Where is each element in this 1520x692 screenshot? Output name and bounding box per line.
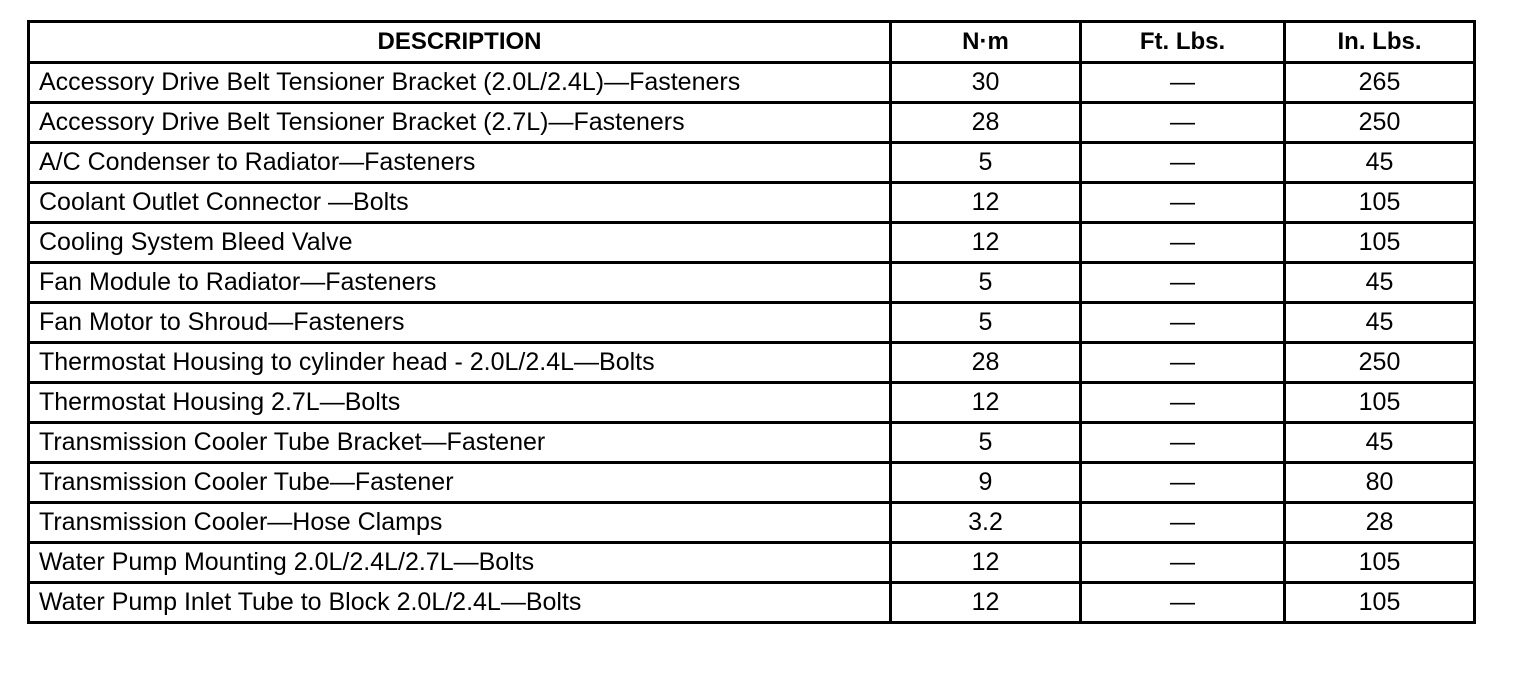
cell-nm: 3.2 — [891, 503, 1081, 543]
cell-ft-lbs: — — [1081, 463, 1285, 503]
cell-ft-lbs: — — [1081, 143, 1285, 183]
table-row — [29, 423, 1475, 463]
cell-description: Cooling System Bleed Valve — [29, 223, 891, 263]
cell-description: Fan Module to Radiator—Fasteners — [29, 263, 891, 303]
cell-ft-lbs: — — [1081, 263, 1285, 303]
table-row — [29, 503, 1475, 543]
header-nm: N·m — [891, 22, 1081, 63]
cell-in-lbs: 28 — [1285, 503, 1475, 543]
cell-description: Thermostat Housing 2.7L—Bolts — [29, 383, 891, 423]
cell-description: Accessory Drive Belt Tensioner Bracket (2.7L)—Fasteners — [29, 103, 891, 143]
cell-ft-lbs: — — [1081, 383, 1285, 423]
cell-nm: 5 — [891, 143, 1081, 183]
cell-in-lbs: 105 — [1285, 223, 1475, 263]
cell-description: Accessory Drive Belt Tensioner Bracket (2.0L/2.4L)—Fasteners — [29, 63, 891, 103]
cell-nm: 28 — [891, 103, 1081, 143]
table-row — [29, 103, 1475, 143]
cell-description: Water Pump Inlet Tube to Block 2.0L/2.4L—Bolts — [29, 583, 891, 623]
cell-ft-lbs: — — [1081, 583, 1285, 623]
table-body — [29, 63, 1475, 623]
cell-nm: 30 — [891, 63, 1081, 103]
cell-ft-lbs: — — [1081, 103, 1285, 143]
header-in-lbs: In. Lbs. — [1285, 22, 1475, 63]
table-row — [29, 263, 1475, 303]
cell-description: Transmission Cooler—Hose Clamps — [29, 503, 891, 543]
table-row — [29, 463, 1475, 503]
cell-nm: 12 — [891, 583, 1081, 623]
header-description: DESCRIPTION — [29, 22, 891, 63]
cell-in-lbs: 105 — [1285, 543, 1475, 583]
cell-nm: 5 — [891, 303, 1081, 343]
cell-ft-lbs: — — [1081, 343, 1285, 383]
cell-description: Transmission Cooler Tube Bracket—Fastener — [29, 423, 891, 463]
cell-description: Coolant Outlet Connector —Bolts — [29, 183, 891, 223]
cell-in-lbs: 265 — [1285, 63, 1475, 103]
table-row — [29, 583, 1475, 623]
cell-in-lbs: 105 — [1285, 583, 1475, 623]
table-row — [29, 143, 1475, 183]
cell-ft-lbs: — — [1081, 63, 1285, 103]
cell-description: Thermostat Housing to cylinder head - 2.0L/2.4L—Bolts — [29, 343, 891, 383]
cell-nm: 12 — [891, 543, 1081, 583]
cell-nm: 5 — [891, 423, 1081, 463]
cell-description: Transmission Cooler Tube—Fastener — [29, 463, 891, 503]
table-row — [29, 63, 1475, 103]
cell-in-lbs: 250 — [1285, 343, 1475, 383]
table-row — [29, 223, 1475, 263]
cell-nm: 28 — [891, 343, 1081, 383]
table-row — [29, 383, 1475, 423]
cell-nm: 5 — [891, 263, 1081, 303]
cell-in-lbs: 80 — [1285, 463, 1475, 503]
cell-nm: 12 — [891, 183, 1081, 223]
cell-in-lbs: 45 — [1285, 423, 1475, 463]
cell-in-lbs: 250 — [1285, 103, 1475, 143]
cell-ft-lbs: — — [1081, 423, 1285, 463]
table-row — [29, 183, 1475, 223]
table-header-row — [29, 22, 1475, 63]
cell-ft-lbs: — — [1081, 223, 1285, 263]
cell-in-lbs: 105 — [1285, 183, 1475, 223]
table-row — [29, 543, 1475, 583]
cell-in-lbs: 105 — [1285, 383, 1475, 423]
cell-ft-lbs: — — [1081, 303, 1285, 343]
cell-ft-lbs: — — [1081, 543, 1285, 583]
cell-in-lbs: 45 — [1285, 263, 1475, 303]
cell-nm: 12 — [891, 223, 1081, 263]
cell-description: A/C Condenser to Radiator—Fasteners — [29, 143, 891, 183]
torque-specifications-table — [27, 20, 1476, 624]
header-ft-lbs: Ft. Lbs. — [1081, 22, 1285, 63]
cell-ft-lbs: — — [1081, 183, 1285, 223]
cell-description: Water Pump Mounting 2.0L/2.4L/2.7L—Bolts — [29, 543, 891, 583]
cell-nm: 9 — [891, 463, 1081, 503]
table-row — [29, 343, 1475, 383]
cell-ft-lbs: — — [1081, 503, 1285, 543]
cell-nm: 12 — [891, 383, 1081, 423]
cell-description: Fan Motor to Shroud—Fasteners — [29, 303, 891, 343]
cell-in-lbs: 45 — [1285, 143, 1475, 183]
cell-in-lbs: 45 — [1285, 303, 1475, 343]
table-row — [29, 303, 1475, 343]
